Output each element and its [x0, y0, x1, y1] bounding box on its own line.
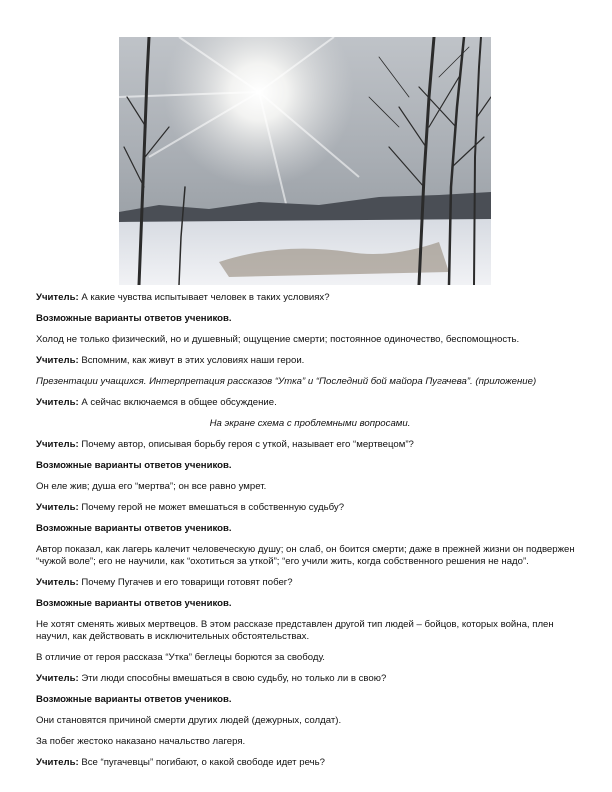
speaker-label: Учитель:	[36, 577, 79, 588]
answers-heading: Возможные варианты ответов учеников.	[36, 460, 232, 471]
answers-heading: Возможные варианты ответов учеников.	[36, 523, 232, 534]
answer-text: Холод не только физический, но и душевный; ощущение смерти; постоянное одиночество, беспомощность.	[36, 334, 520, 345]
speaker-label: Учитель:	[36, 502, 79, 513]
answers-heading: Возможные варианты ответов учеников.	[36, 313, 232, 324]
presentation-note: Презентации учащихся. Интерпретация рассказов “Утка” и “Последний бой майора Пугачева”. (приложение)	[36, 376, 537, 387]
question-text: Почему автор, описывая борьбу героя с уткой, называет его “мертвецом”?	[78, 439, 414, 450]
answer-text: Не хотят сменять живых мертвецов. В этом рассказе представлен другой тип людей – бойцов, которых война, плен научил, как действовать в исключительных обстоятельствах.	[36, 619, 554, 642]
winter-landscape-photo	[119, 37, 491, 285]
answers-heading: Возможные варианты ответов учеников.	[36, 598, 232, 609]
question-text: А какие чувства испытывает человек в таких условиях?	[78, 292, 330, 303]
question-text: Почему Пугачев и его товарищи готовят побег?	[78, 577, 293, 588]
screen-note: На экране схема с проблемными вопросами.	[209, 418, 411, 429]
answer-text: Автор показал, как лагерь калечит человеческую душу; он слаб, он боится смерти; даже в прежней жизни он подвержен “чужой воле”; его не научили, как “охотиться за уткой”; “его учили жить, когда собственного решения не надо”.	[36, 544, 575, 567]
answer-text: В отличие от героя рассказа “Утка” беглецы борются за свободу.	[36, 652, 325, 663]
speaker-label: Учитель:	[36, 397, 79, 408]
speaker-label: Учитель:	[36, 292, 79, 303]
answers-heading: Возможные варианты ответов учеников.	[36, 694, 232, 705]
teacher-question	[36, 757, 584, 769]
answer-text: Он еле жив; душа его “мертва”; он все равно умрет.	[36, 481, 267, 492]
question-text: Эти люди способны вмешаться в свою судьбу, но только ли в свою?	[78, 673, 387, 684]
teacher-question	[36, 439, 584, 451]
question-text: Почему герой не может вмешаться в собственную судьбу?	[78, 502, 345, 513]
speaker-label: Учитель:	[36, 355, 79, 366]
question-text: А сейчас включаемся в общее обсуждение.	[78, 397, 277, 408]
answer-text: Они становятся причиной смерти других людей (дежурных, солдат).	[36, 715, 342, 726]
speaker-label: Учитель:	[36, 757, 79, 768]
document-body	[36, 292, 584, 778]
question-text: Вспомним, как живут в этих условиях наши герои.	[78, 355, 305, 366]
teacher-question	[36, 502, 584, 514]
teacher-question	[36, 577, 584, 589]
answer-text: За побег жестоко наказано начальство лагеря.	[36, 736, 246, 747]
teacher-question	[36, 355, 584, 367]
question-text: Все “пугачевцы” погибают, о какой свободе идет речь?	[78, 757, 325, 768]
teacher-question	[36, 397, 584, 409]
speaker-label: Учитель:	[36, 673, 79, 684]
speaker-label: Учитель:	[36, 439, 79, 450]
teacher-question	[36, 292, 584, 304]
teacher-question	[36, 673, 584, 685]
